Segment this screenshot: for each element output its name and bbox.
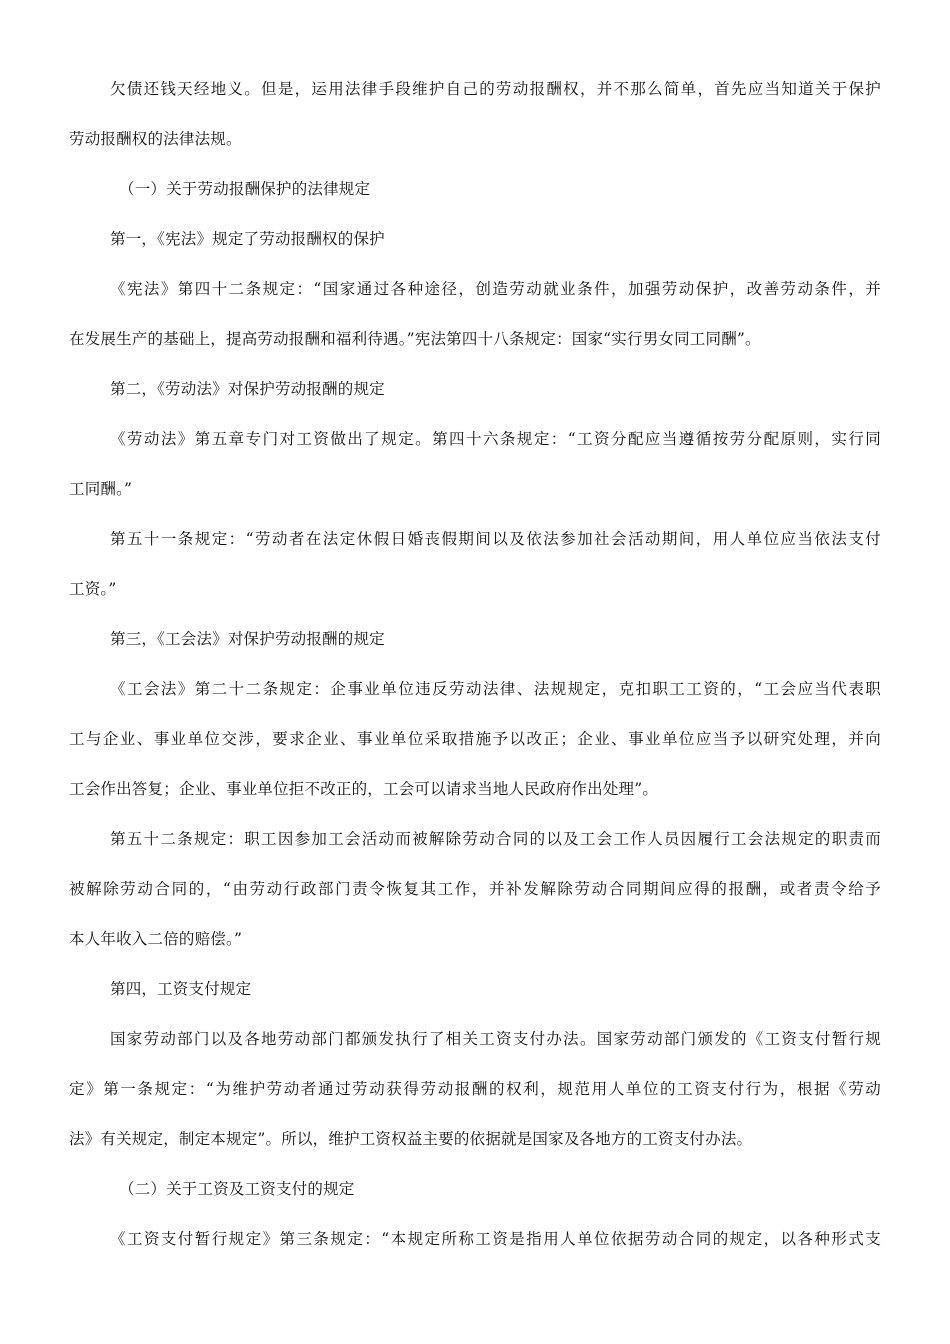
paragraph-line: 欠债还钱天经地义。但是，运用法律手段维护自己的劳动报酬权，并不那么简单，首先应当知道关于保护 <box>110 80 881 98</box>
paragraph-line: 《宪法》第四十二条规定：“国家通过各种途径，创造劳动就业条件，加强劳动保护，改善劳动条件，并 <box>110 280 881 298</box>
paragraph-line: 法》有关规定，制定本规定”。所以，维护工资权益主要的依据就是国家及各地方的工资支付办法。 <box>69 1130 753 1148</box>
paragraph-line: 工资。” <box>69 580 117 598</box>
paragraph-line: 《劳动法》第五章专门对工资做出了规定。第四十六条规定：“工资分配应当遵循按劳分配原则，实行同 <box>110 430 881 448</box>
paragraph-line: 定》第一条规定：“为维护劳动者通过劳动获得劳动报酬的权利，规范用人单位的工资支付行为，根据《劳动 <box>69 1080 881 1098</box>
paragraph-line: 《工资支付暂行规定》第三条规定：“本规定所称工资是指用人单位依据劳动合同的规定，以各种形式支 <box>110 1230 881 1248</box>
subsection-heading: 第四，工资支付规定 <box>110 980 252 998</box>
paragraph-line: 第五十二条规定：职工因参加工会活动而被解除劳动合同的以及工会工作人员因履行工会法规定的职责而 <box>110 830 881 848</box>
paragraph-line: 国家劳动部门以及各地劳动部门都颁发执行了相关工资支付办法。国家劳动部门颁发的《工资支付暂行规 <box>110 1030 881 1048</box>
subsection-heading: 第三，《工会法》对保护劳动报酬的规定 <box>110 630 385 648</box>
paragraph-line: 工会作出答复；企业、事业单位拒不改正的，工会可以请求当地人民政府作出处理”。 <box>69 780 659 798</box>
subsection-heading: 第二，《劳动法》对保护劳动报酬的规定 <box>110 380 385 398</box>
section-heading: （一）关于劳动报酬保护的法律规定 <box>119 180 371 198</box>
paragraph-line: 劳动报酬权的法律法规。 <box>69 130 242 148</box>
subsection-heading: 第一，《宪法》规定了劳动报酬权的保护 <box>110 230 385 248</box>
paragraph-line: 工与企业、事业单位交涉，要求企业、事业单位采取措施予以改正；企业、事业单位应当予以研究处理，并向 <box>69 730 881 748</box>
paragraph-line: 在发展生产的基础上，提高劳动报酬和福利待遇。”宪法第四十八条规定：国家“实行男女同工同酬”。 <box>69 330 761 348</box>
paragraph-line: 第五十一条规定：“劳动者在法定休假日婚丧假期间以及依法参加社会活动期间，用人单位应当依法支付 <box>110 530 881 548</box>
paragraph-line: 被解除劳动合同的，“由劳动行政部门责令恢复其工作，并补发解除劳动合同期间应得的报酬，或者责令给予 <box>69 880 881 898</box>
paragraph-line: 《工会法》第二十二条规定：企事业单位违反劳动法律、法规规定，克扣职工工资的，“工会应当代表职 <box>110 680 881 698</box>
paragraph-line: 工同酬。” <box>69 480 133 498</box>
section-heading: （二）关于工资及工资支付的规定 <box>119 1180 355 1198</box>
paragraph-line: 本人年收入二倍的赔偿。” <box>69 930 243 948</box>
